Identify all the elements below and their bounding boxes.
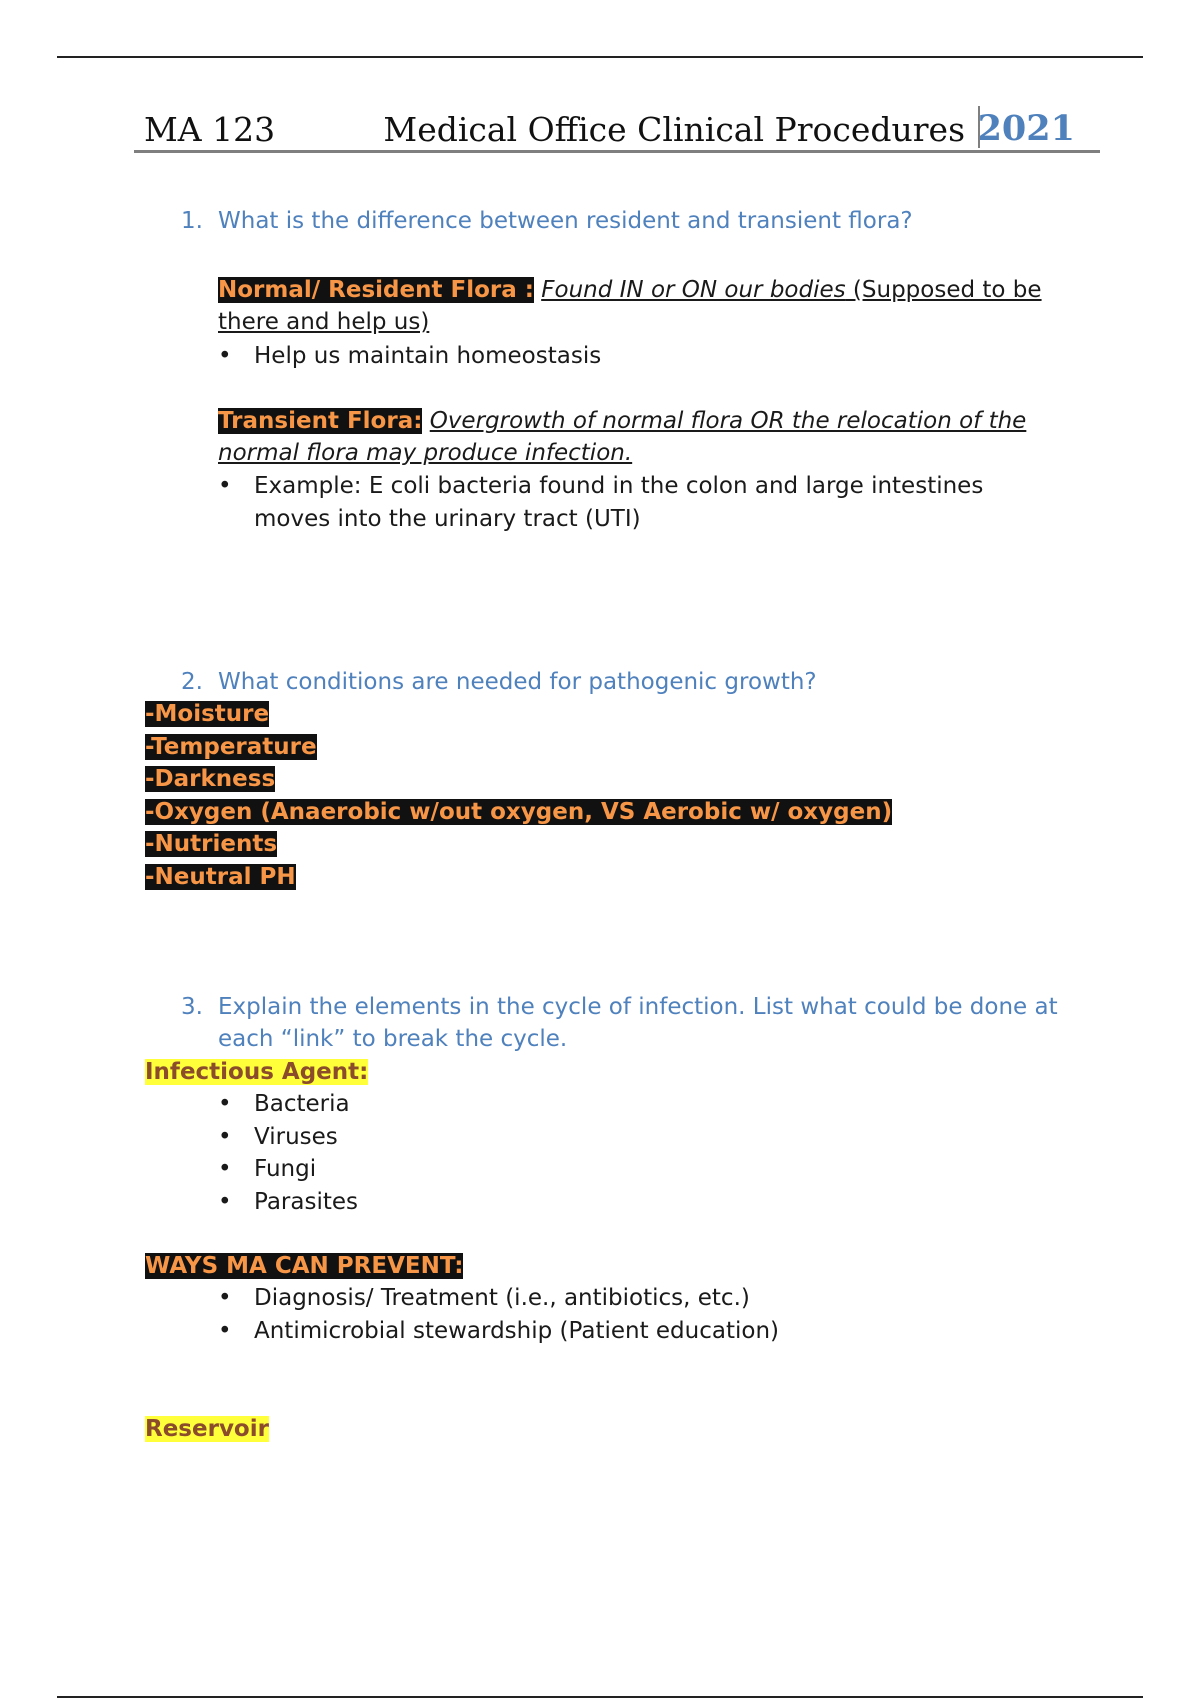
course-code: MA 123 [144, 110, 276, 149]
question-number: 3. [181, 994, 203, 1020]
transient-flora-bullets [218, 470, 1058, 535]
question-text: What is the difference between resident and transient flora? [218, 208, 913, 234]
reservoir-label: Reservoir [145, 1416, 269, 1442]
question-3 [181, 991, 1098, 1055]
resident-flora-definition-italic: Found IN or ON our bodies [541, 277, 846, 303]
infectious-agent-label: Infectious Agent: [145, 1059, 369, 1085]
page-header [134, 100, 1100, 153]
resident-flora-definition-rest: (Supposed to be there and help us) [218, 277, 1042, 335]
condition-item: -Darkness [145, 766, 276, 792]
growth-conditions-list [145, 698, 892, 893]
list-item: • Viruses [218, 1121, 358, 1154]
bottom-rule [57, 1696, 1143, 1698]
transient-flora-label: Transient Flora: [218, 408, 423, 434]
list-item: • Example: E coli bacteria found in the colon and large intestines moves into the urinary tract (UTI) [218, 470, 1058, 535]
course-year: 2021 [977, 108, 1075, 149]
top-rule [57, 56, 1143, 58]
infectious-agent-label-line [145, 1056, 368, 1088]
question-text: Explain the elements in the cycle of infection. List what could be done at each “link” to break the cycle. [218, 994, 1058, 1052]
list-item: • Diagnosis/ Treatment (i.e., antibiotics, etc.) [218, 1282, 779, 1315]
condition-item: -Oxygen (Anaerobic w/out oxygen, VS Aerobic w/ oxygen) [145, 798, 893, 825]
condition-item: -Nutrients [145, 831, 278, 857]
question-text: What conditions are needed for pathogenic growth? [218, 669, 817, 695]
reservoir-label-line [145, 1413, 269, 1445]
resident-flora-bullets [218, 340, 601, 373]
condition-item: -Moisture [145, 701, 270, 727]
question-number: 1. [181, 208, 203, 234]
resident-flora-definition [218, 274, 1098, 338]
prevent-label-line [145, 1250, 463, 1282]
question-1 [181, 205, 913, 237]
list-item: • Fungi [218, 1153, 358, 1186]
list-item: • Bacteria [218, 1088, 358, 1121]
list-item: • Antimicrobial stewardship (Patient education) [218, 1315, 779, 1348]
resident-flora-label: Normal/ Resident Flora : [218, 277, 534, 303]
course-title: Medical Office Clinical Procedures [383, 110, 965, 149]
question-2 [181, 666, 817, 698]
list-item: • Help us maintain homeostasis [218, 340, 601, 373]
list-item: • Parasites [218, 1186, 358, 1219]
infectious-agent-bullets [218, 1088, 358, 1218]
condition-item: -Neutral PH [145, 863, 296, 890]
condition-item: -Temperature [145, 733, 317, 760]
question-number: 2. [181, 669, 203, 695]
prevent-bullets [218, 1282, 779, 1347]
transient-flora-definition [218, 405, 1098, 469]
transient-flora-definition-text: Overgrowth of normal flora OR the relocation of the normal flora may produce infection. [218, 408, 1027, 466]
prevent-label: WAYS MA CAN PREVENT: [145, 1253, 464, 1279]
